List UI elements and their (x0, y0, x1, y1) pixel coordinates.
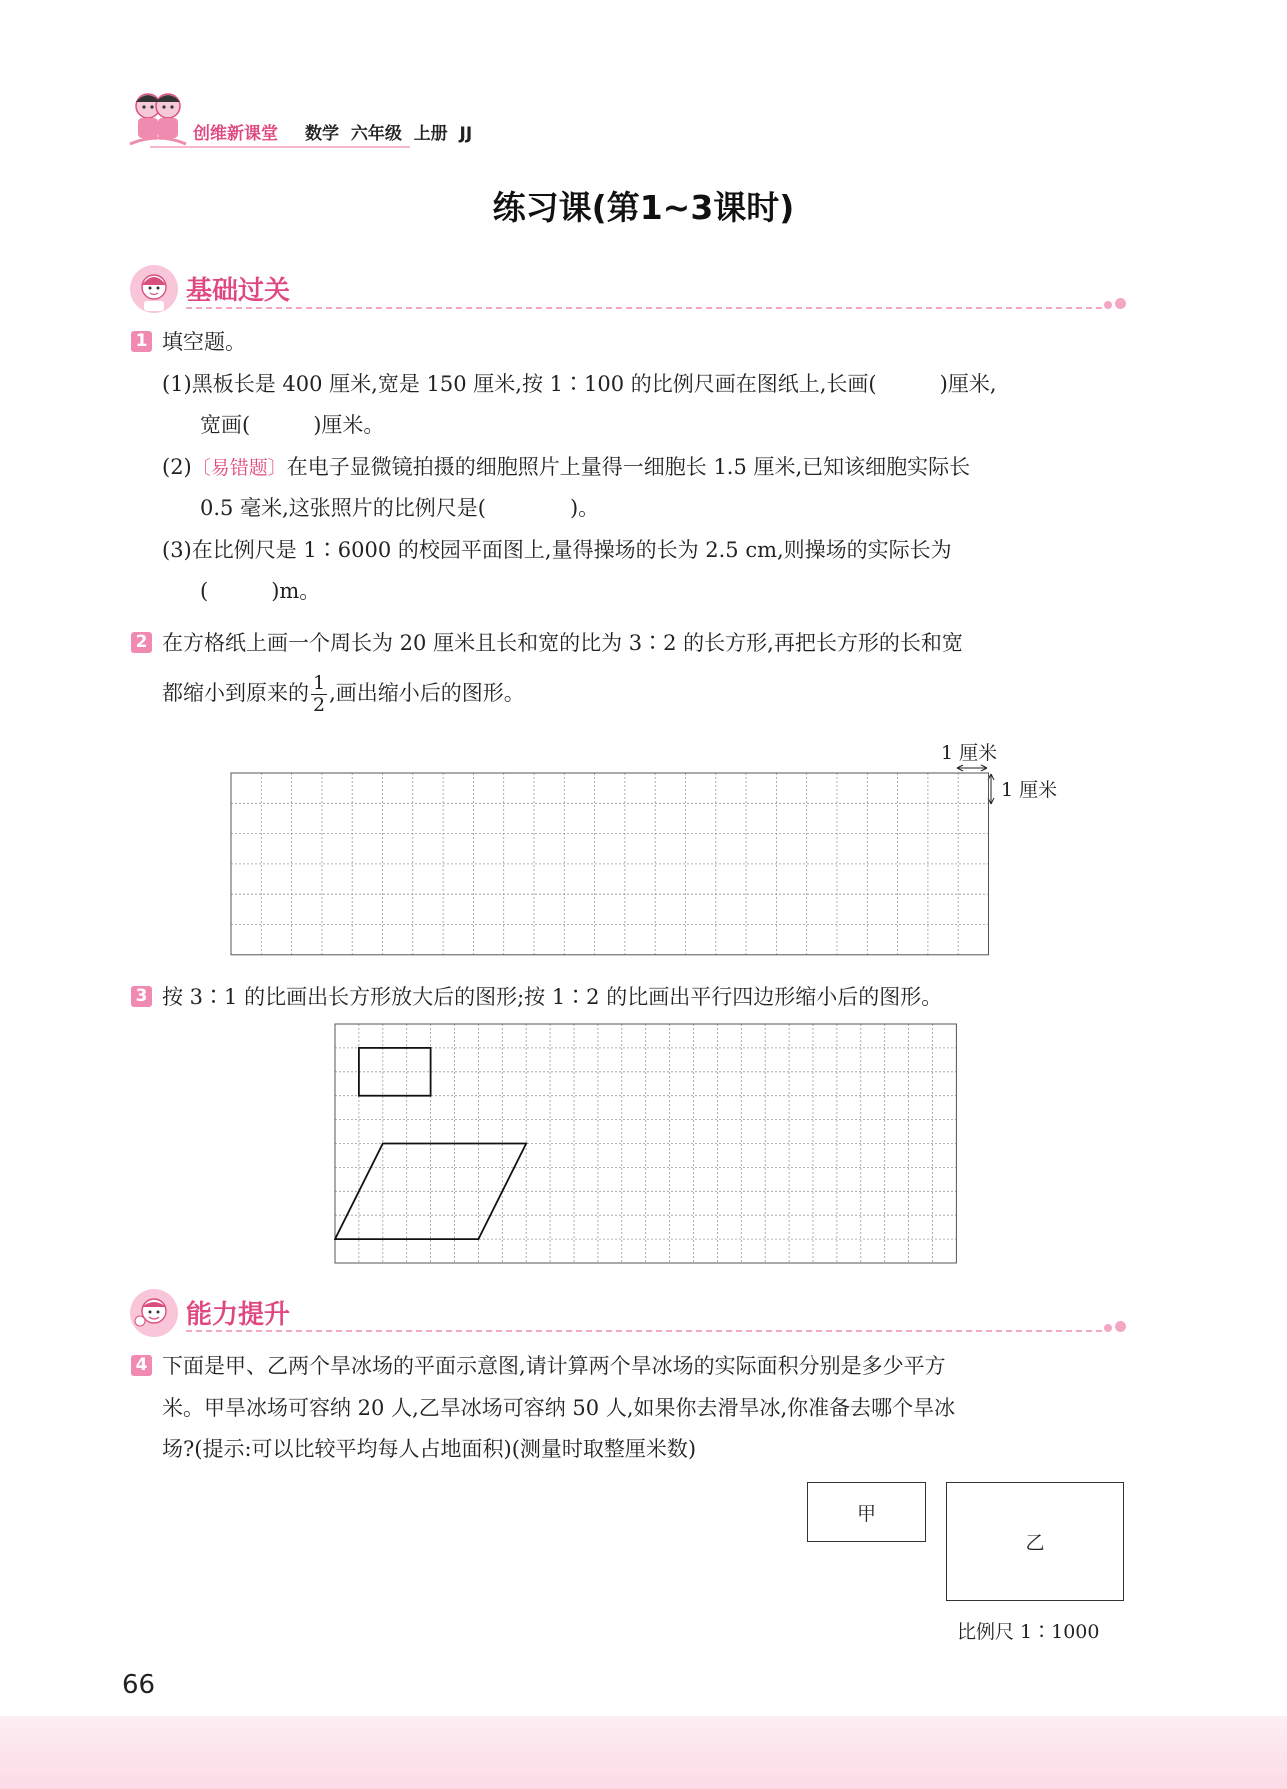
q1-part2-text: 在电子显微镜拍摄的细胞照片上量得一细胞长 1.5 厘米,已知该细胞实际长 (286, 455, 971, 479)
subject-label: 数学 (305, 124, 339, 144)
decor-dots-icon (1104, 294, 1126, 313)
question-number-badge: 2 (131, 632, 152, 653)
error-prone-tag: 〔易错题〕 (191, 457, 287, 479)
edition-label: JJ (459, 124, 473, 144)
mascot-boy-icon (128, 1287, 180, 1339)
fraction-one-half (311, 673, 327, 716)
fraction-denominator: 2 (313, 694, 326, 716)
brand-logo-icon (126, 88, 190, 150)
q2-line1: 在方格纸上画一个周长为 20 厘米且长和宽的比为 3∶2 的长方形,再把长方形的长和宽 (162, 631, 963, 655)
question-number-badge: 1 (131, 331, 152, 352)
q1-part1-line1: (1)黑板长是 400 厘米,宽是 150 厘米,按 1∶100 的比例尺画在图纸上,长画( )厘米, (162, 372, 997, 396)
rink-a-label: 甲 (856, 1502, 876, 1525)
unit-label-vertical: 1 厘米 (1001, 779, 1058, 801)
q3-text: 按 3∶1 的比画出长方形放大后的图形;按 1∶2 的比画出平行四边形缩小后的图形。 (162, 985, 943, 1009)
question-number-badge: 3 (131, 986, 152, 1007)
section-divider (186, 307, 1102, 309)
section-divider (186, 1330, 1102, 1332)
q1-part3-line2: ( )m。 (200, 579, 321, 603)
volume-label: 上册 (413, 124, 448, 144)
grid-paper-q3[interactable] (334, 1023, 960, 1265)
rink-b-rectangle (946, 1482, 1124, 1601)
footer-band (0, 1716, 1287, 1789)
decor-dots-icon (1104, 1317, 1126, 1336)
mascot-girl-icon (128, 263, 180, 315)
grid-paper-q2[interactable] (230, 772, 990, 956)
rink-b-label: 乙 (1025, 1532, 1045, 1554)
book-info (305, 119, 472, 144)
scale-label: 比例尺 1∶1000 (957, 1621, 1100, 1643)
q2-line2 (162, 673, 525, 716)
brand-name: 创维新课堂 (193, 124, 278, 144)
q4-line3: 场?(提示:可以比较平均每人占地面积)(测量时取整厘米数) (162, 1437, 697, 1461)
grid-lines (231, 773, 989, 955)
q1-part3-line1: (3)在比例尺是 1∶6000 的校园平面图上,量得操场的长为 2.5 cm,则操场的实际长为 (162, 538, 952, 562)
q4-line2: 米。甲旱冰场可容纳 20 人,乙旱冰场可容纳 50 人,如果你去滑旱冰,你准备去哪个旱冰 (162, 1396, 956, 1420)
q1-part2-line1 (162, 454, 970, 481)
section-basic-title: 基础过关 (186, 276, 291, 306)
page-title: 练习课(第1~3课时) (492, 188, 795, 227)
q4-line1: 下面是甲、乙两个旱冰场的平面示意图,请计算两个旱冰场的实际面积分别是多少平方 (162, 1354, 946, 1378)
grade-label: 六年级 (350, 124, 402, 144)
question-number-badge: 4 (131, 1355, 152, 1376)
rink-a-rectangle (807, 1482, 926, 1542)
q1-part2-line2: 0.5 毫米,这张照片的比例尺是( )。 (200, 496, 600, 520)
section-advanced-title: 能力提升 (186, 1300, 291, 1330)
page-number: 66 (122, 1670, 156, 1700)
fraction-numerator: 1 (313, 672, 326, 694)
q1-title: 填空题。 (162, 330, 246, 354)
unit-label-horizontal: 1 厘米 (941, 742, 998, 764)
q2-line2-prefix: 都缩小到原来的 (162, 681, 309, 705)
header-divider (150, 146, 410, 148)
q1-part1-line2: 宽画( )厘米。 (200, 413, 385, 437)
q2-line2-suffix: ,画出缩小后的图形。 (329, 681, 525, 705)
q1-part2-prefix: (2) (162, 455, 192, 479)
